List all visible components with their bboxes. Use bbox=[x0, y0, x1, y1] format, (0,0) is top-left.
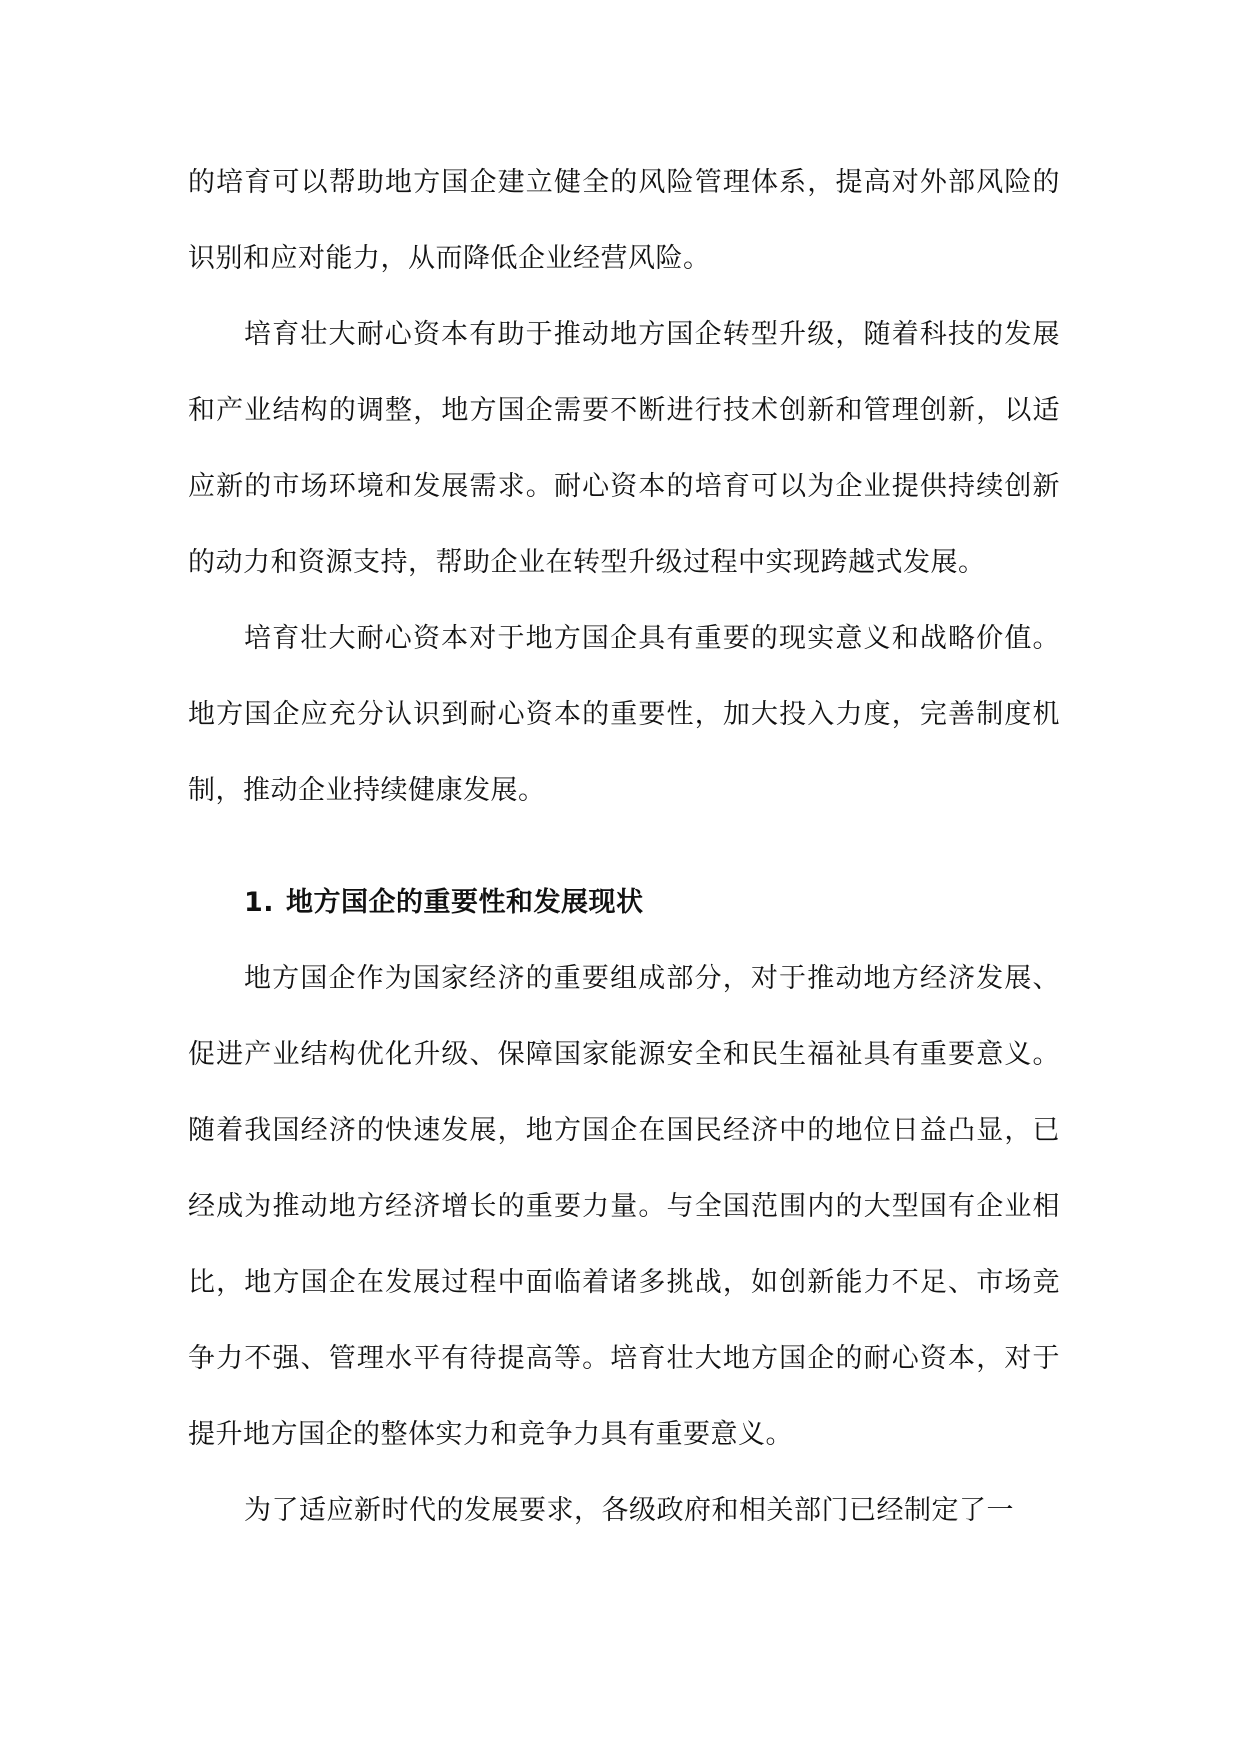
paragraph-transformation-upgrade: 培育壮大耐心资本有助于推动地方国企转型升级，随着科技的发展和产业结构的调整，地方国企需要不断进行技术创新和管理创新，以适应新的市场环境和发展需求。耐心资本的培育可以为企业提供持续创新的动力和资源支持，帮助企业在转型升级过程中实现跨越式发展。 bbox=[188, 319, 1060, 578]
paragraph-new-era-requirements: 为了适应新时代的发展要求，各级政府和相关部门已经制定了一 bbox=[244, 1495, 1014, 1526]
paragraph-risk-management: 的培育可以帮助地方国企建立健全的风险管理体系，提高对外部风险的识别和应对能力，从而降低企业经营风险。 bbox=[188, 167, 1060, 274]
document-body bbox=[188, 145, 1060, 1549]
section-number: 1. bbox=[244, 887, 275, 918]
paragraph-importance-status: 地方国企作为国家经济的重要组成部分，对于推动地方经济发展、促进产业结构优化升级、保障国家能源安全和民生福祉具有重要意义。随着我国经济的快速发展，地方国企在国民经济中的地位日益凸显，已经成为推动地方经济增长的重要力量。与全国范围内的大型国有企业相比，地方国企在发展过程中面临着诸多挑战，如创新能力不足、市场竞争力不强、管理水平有待提高等。培育壮大地方国企的耐心资本，对于提升地方国企的整体实力和竞争力具有重要意义。 bbox=[188, 963, 1060, 1450]
section-title: 地方国企的重要性和发展现状 bbox=[286, 887, 644, 918]
section-heading bbox=[188, 865, 1060, 941]
paragraph-strategic-value: 培育壮大耐心资本对于地方国企具有重要的现实意义和战略价值。地方国企应充分认识到耐心资本的重要性，加大投入力度，完善制度机制，推动企业持续健康发展。 bbox=[188, 623, 1060, 806]
